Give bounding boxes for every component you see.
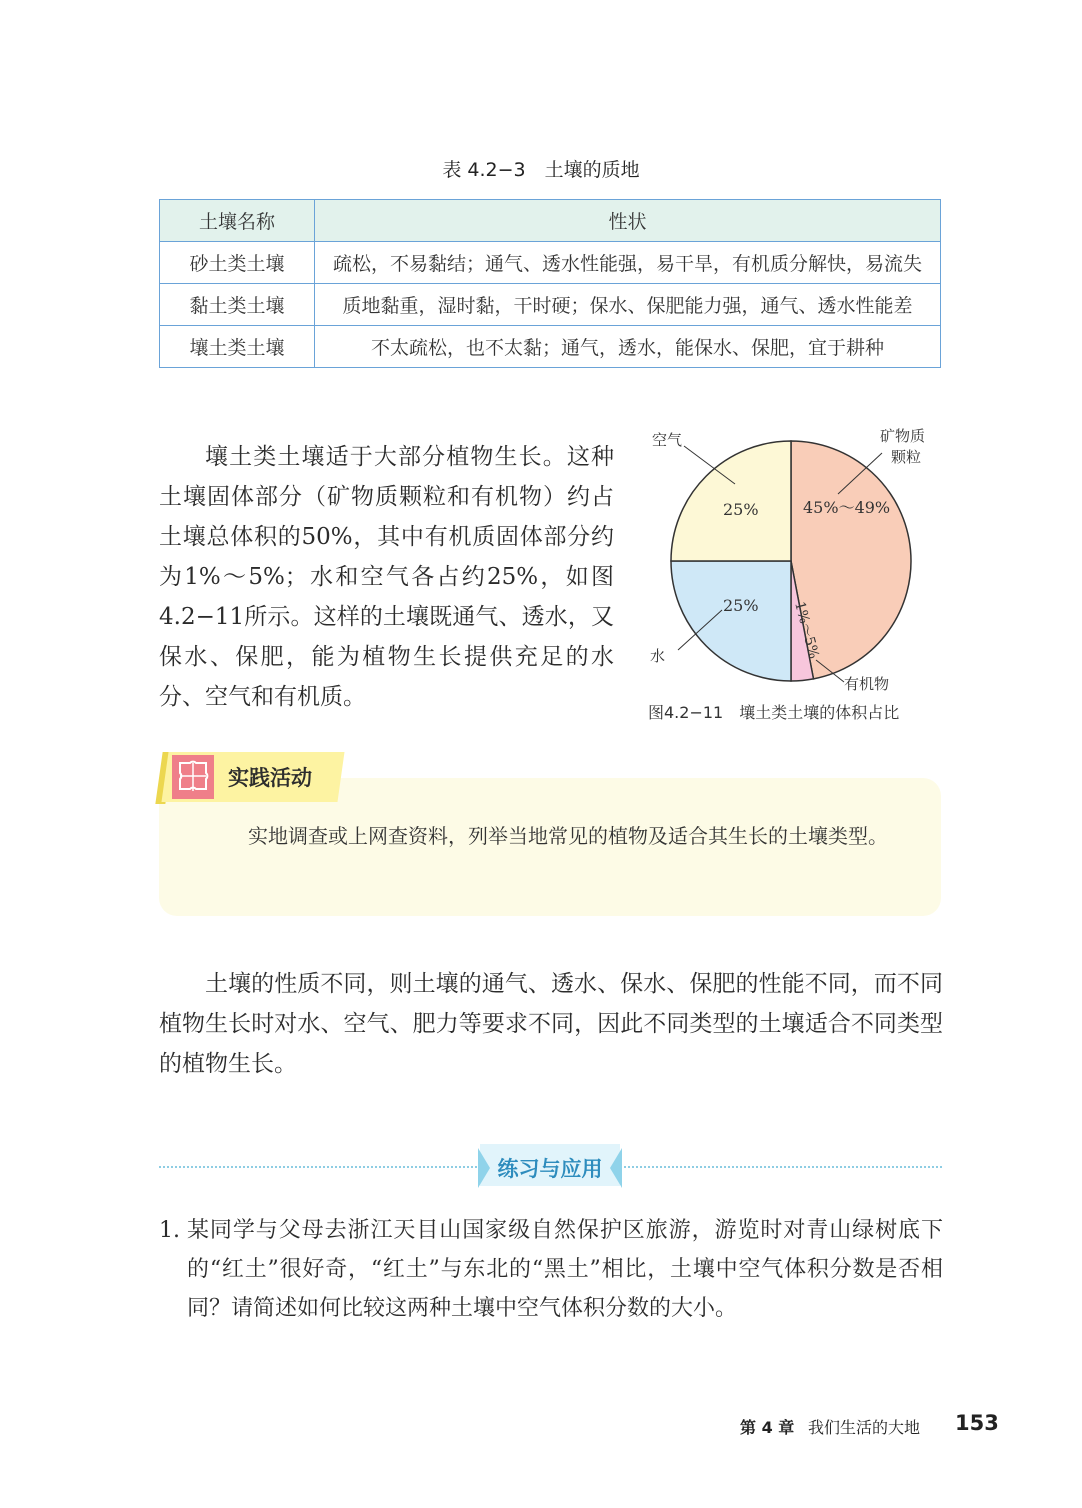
footer-chapter: 第 4 章 (740, 1418, 795, 1437)
activity-text: 实地调查或上网查资料，列举当地常见的植物及适合其生长的土壤类型。 (248, 824, 888, 848)
table-cell-soil-name: 砂土类土壤 (160, 242, 315, 284)
table-header-soil-name: 土壤名称 (160, 200, 315, 242)
table-cell-property: 疏松，不易黏结；通气、透水性能强，易干旱，有机质分解快，易流失 (315, 242, 941, 284)
table-cell-soil-name: 壤土类土壤 (160, 326, 315, 368)
soil-volume-pie-chart (640, 420, 950, 700)
pie-label-organic: 有机物 (844, 675, 890, 693)
footer-chapter-title: 我们生活的大地 (808, 1418, 921, 1437)
pie-value-water: 25% (723, 596, 759, 615)
pie-label-mineral-line2: 颗粒 (891, 448, 922, 466)
activity-title: 实践活动 (228, 766, 312, 790)
pie-slices-group (671, 441, 911, 681)
soil-texture-table (159, 199, 941, 368)
table-row (160, 242, 941, 284)
pie-value-organic: 1%～5% (791, 599, 822, 661)
question-number: 1. (159, 1218, 180, 1243)
pie-slice-2 (671, 561, 791, 681)
table-caption: 表 4.2−3 土壤的质地 (442, 159, 640, 181)
pie-value-air: 25% (723, 500, 759, 519)
exercise-divider-left (159, 1166, 485, 1168)
body-paragraph-soil-properties: 土壤的性质不同，则土壤的通气、透水、保水、保肥的性能不同，而不同植物生长时对水、空气、肥力等要求不同，因此不同类型的土壤适合不同类型的植物生长。 (159, 971, 943, 1077)
table-row (160, 284, 941, 326)
table-cell-soil-name: 黏土类土壤 (160, 284, 315, 326)
table-row (160, 326, 941, 368)
body-paragraph-loam: 壤土类土壤适于大部分植物生长。这种土壤固体部分（矿物质颗粒和有机物）约占土壤总体积的50%，其中有机质固体部分约为1%～5%；水和空气各占约25%，如图4.2−11所示。这样的土壤既通气、透水，又保水、保肥，能为植物生长提供充足的水分、空气和有机质。 (159, 444, 614, 710)
pie-label-water: 水 (650, 647, 666, 665)
table-header-property: 性状 (315, 200, 941, 242)
exercise-divider-right (620, 1166, 942, 1168)
pie-label-air: 空气 (652, 431, 683, 449)
exercise-question (159, 1211, 943, 1328)
puzzle-icon (170, 753, 216, 801)
pie-value-mineral: 45%～49% (803, 498, 891, 517)
table-cell-property: 质地黏重，湿时黏，干时硬；保水、保肥能力强，通气、透水性能差 (315, 284, 941, 326)
pie-label-mineral-line1: 矿物质 (880, 427, 926, 445)
table-header-row (160, 200, 941, 242)
table-cell-property: 不太疏松，也不太黏；通气，透水，能保水、保肥，宜于耕种 (315, 326, 941, 368)
question-text: 某同学与父母去浙江天目山国家级自然保护区旅游，游览时对青山绿树底下的“红土”很好奇，“红土”与东北的“黑土”相比，土壤中空气体积分数是否相同？请简述如何比较这两种土壤中空气体积分数的大小。 (187, 1218, 943, 1321)
page-number: 153 (955, 1411, 999, 1435)
figure-caption: 图4.2−11 壤土类土壤的体积占比 (648, 703, 900, 722)
exercise-title: 练习与应用 (497, 1157, 603, 1181)
